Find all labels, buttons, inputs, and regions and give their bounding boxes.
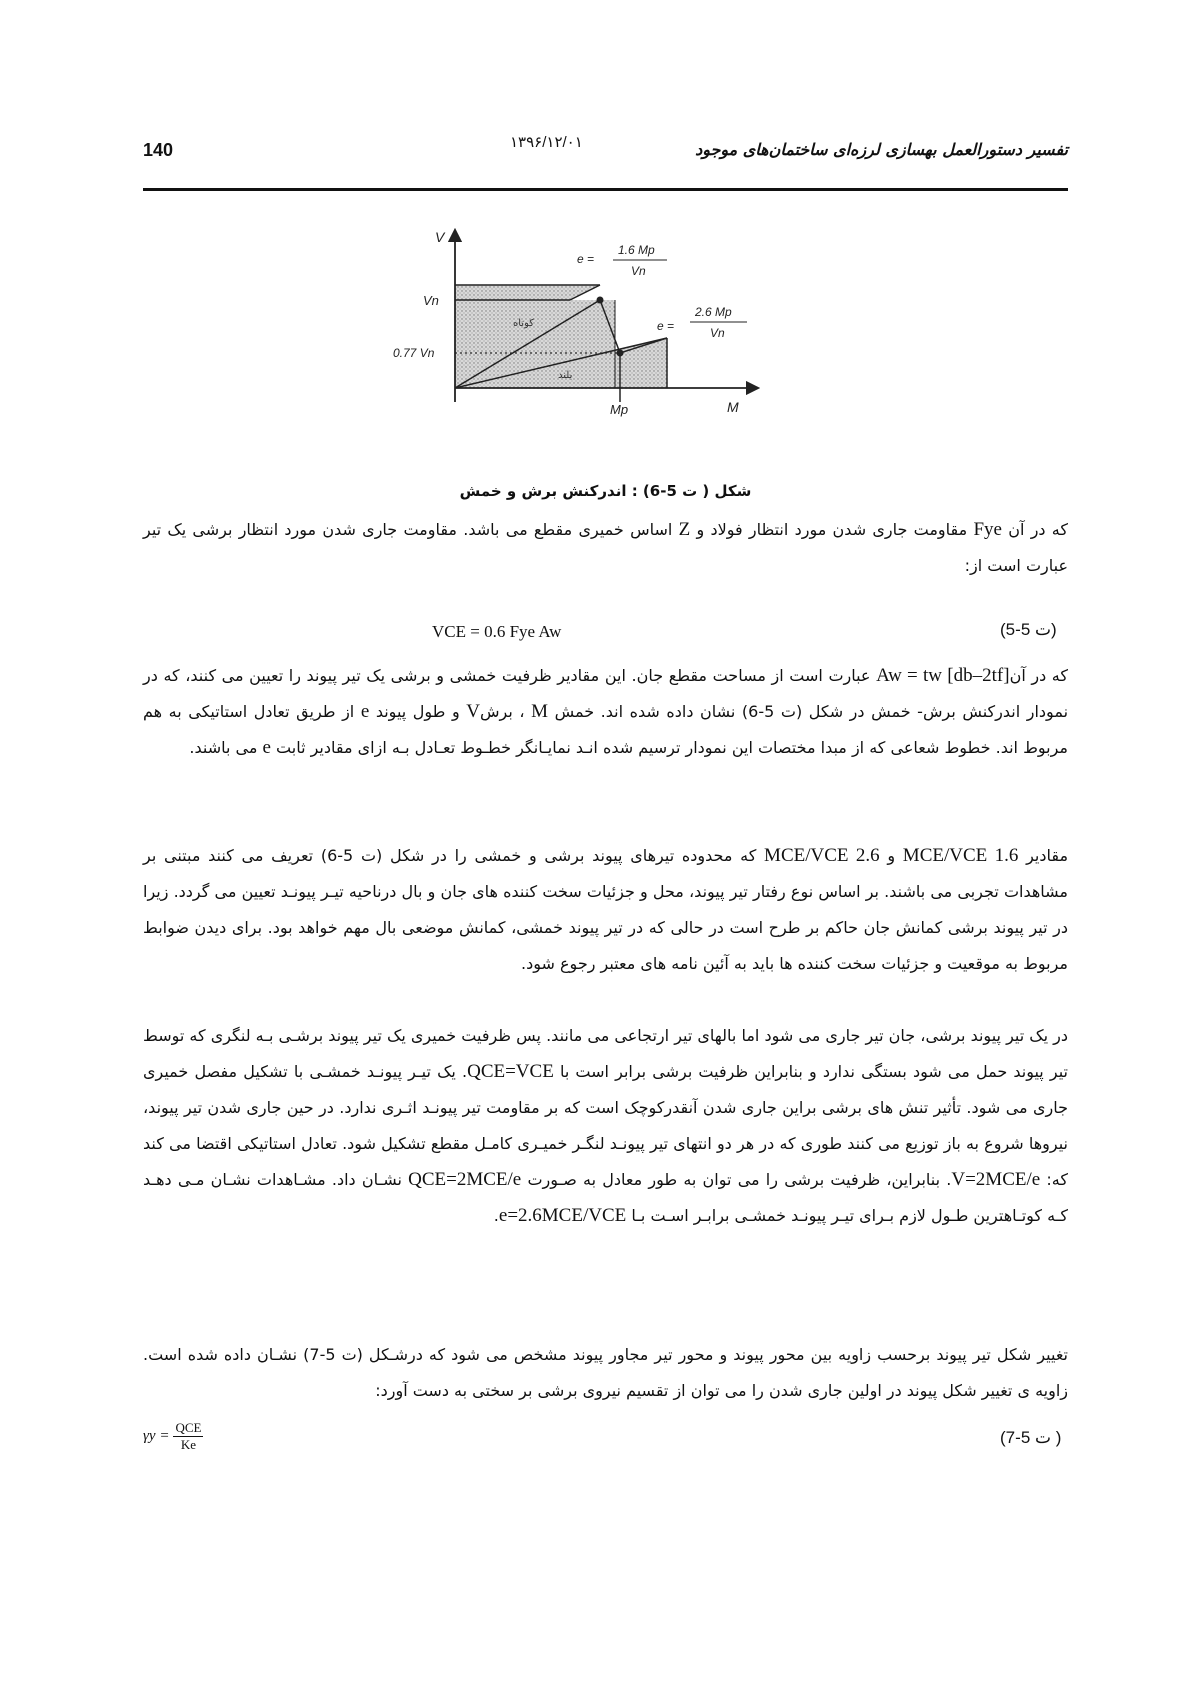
header-rule: [143, 188, 1068, 191]
upper-eq-lhs: e =: [577, 252, 595, 266]
aw-formula: Aw = tw [db–2tf]: [876, 665, 1010, 686]
paragraph-4: در یک تیر پیوند برشی، جان تیر جاری می شود اما بالهای تیر ارتجاعی می مانند. پس ظرفیت خمیری یک تیر پیوند برشـی بـه لنگری که توسط تیر پیوند حمل می شود بستگی ندارد و بنابراین ظرفیت برشی برابر است با QCE=VCE. یک تیـر پیونـد خمشـی با تشکیل مفصل خمیری جاری می شود. تأثیر تنش های برشی براین جاری شدن آنقدرکوچک است که بر مقاومت تیر پیونـد اثـری ندارد. در حین جاری شدن تیر پیوند، نیروها شروع به باز توزیع می کنند طوری که در هر دو انتهای تیر پیونـد لنگـر خمیـری کامـل مقطع تشکیل شود. تعادل استاتیکی اقتضا می کند که: V=2MCE/e. بنابراین، ظرفیت برشی را می توان به طور معادل به صـورت QCE=2MCE/e نشـان داد. مشـاهدات نشـان مـی دهـد کـه کوتـاهترین طـول لازم بـرای تیـر پیونـد خمشـی برابـر اسـت بـا e=2.6MCE/VCE.: [143, 1026, 1069, 1226]
z-symbol: Z: [678, 519, 691, 540]
paragraph-5: تغییر شکل تیر پیوند برحسب زاویه بین محور پیوند و محور تیر مجاور پیوند مشخص می شود که درشـکل (ت 5-7) نشـان داده شده است. زاویه ی تغییر شکل پیوند در اولین جاری شدن را می توان از تقسیم نیروی برشی بر سختی به دست آورد:: [143, 1345, 1068, 1400]
077vn-label: 0.77 Vn: [393, 346, 435, 360]
mp-intersection-point: [617, 350, 624, 357]
paragraph-1: که در آن Fye مقاومت جاری شدن مورد انتظار فولاد و Z اساس خمیری مقطع می باشد. مقاومت جاری شدن مورد انتظار برشی یک تیر عبارت است از:: [143, 519, 1068, 575]
page-number: 140: [143, 140, 174, 160]
eq7-denominator: Ke: [180, 1437, 197, 1452]
fye-symbol: Fye: [973, 519, 1002, 540]
interaction-diagram: [393, 229, 845, 465]
equation-7-5: [143, 1420, 203, 1453]
running-title: تفسیر دستورالعمل بهسازی لرزه‌ای ساختمان‌های موجود: [695, 140, 1068, 159]
vn-label: Vn: [423, 293, 439, 308]
vn-intersection-point: [597, 297, 604, 304]
short-region-label: کوتاه: [513, 318, 534, 329]
figure-caption: شکل ( ت 5-6) : اندرکنش برش و خمش: [459, 482, 752, 500]
gamma-y: γy =: [143, 1428, 170, 1444]
mp-label: Mp: [610, 402, 629, 417]
page-header: [143, 130, 1068, 166]
lower-eq-den: Vn: [710, 326, 725, 340]
interaction-figure: [393, 229, 845, 465]
v-axis-label: V: [435, 229, 445, 245]
lower-eq-num: 2.6 Mp: [695, 305, 732, 319]
equation-5-5: VCE = 0.6 Fye Aw: [432, 622, 562, 641]
paragraph-3: مقادیر 1.6 MCE/VCE و 2.6 MCE/VCE که محدوده تیرهای پیوند برشی و خمشی را در شکل (ت 5-6) تعریف می کنند مبتنی بر مشاهدات تجربی می باشند. بر اساس نوع رفتار تیر پیوند، محل و جزئیات سخت کننده های جان و بال درناحیه تیـر پیونـد تعیین می گردد. زیرا در تیر پیوند برشی کمانش جان حاکم بر طرح است در حالی که در تیر پیوند خمشی، کمانش موضعی بال مهم خواهد بود. برای دیدن ضوابط مربوط به موقعیت و جزئیات سخت کننده ها باید به آئین نامه های معتبر رجوع شود.: [143, 845, 1069, 973]
paragraph-2: که در آنAw = tw [db–2tf] عبارت است از مساحت مقطع جان. این مقادیر ظرفیت خمشی و برشی یک تیر پیوند را تعیین می کنند، که در نمودار اندرکنش برش- خمش در شکل (ت 5-6) نشان داده شده اند. خمش M ، برشV و طول پیوند e از طریق تعادل استاتیکی به هم مربوط اند. خطوط شعاعی که از مبدا مختصات این نمودار ترسیم شده انـد نمایـانگر خطـوط تعـادل بـه ازای مقادیر ثابت e می باشند.: [143, 665, 1069, 758]
upper-eq-den: Vn: [631, 264, 646, 278]
m-axis-label: M: [727, 399, 739, 415]
eq7-numerator: QCE: [175, 1420, 202, 1435]
header-date: ۱۳۹۶/۱۲/۰۱: [510, 134, 583, 151]
equation-7-5-number: ( ت 5-7): [1000, 1428, 1062, 1447]
equation-5-5-number: (ت 5-5): [1000, 620, 1057, 639]
upper-eq-num: 1.6 Mp: [618, 243, 655, 257]
long-region-label: بلند: [558, 370, 573, 381]
lower-eq-lhs: e =: [657, 319, 675, 333]
